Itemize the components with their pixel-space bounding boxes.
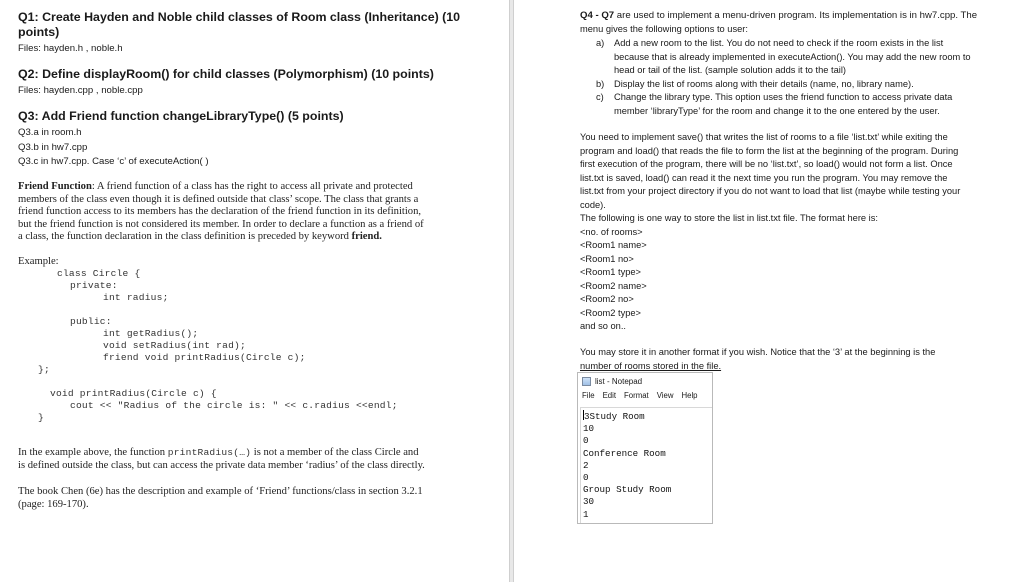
friend-paragraph-line-4: but the friend function is not considered its member. In order to declare a function as a friend of <box>18 218 424 230</box>
notepad-line: 2 <box>583 459 589 471</box>
q3-item-a: Q3.a in room.h <box>18 127 82 138</box>
format-line-no-of-rooms: <no. of rooms> <box>580 226 643 237</box>
option-a-line-2: because that is already implemented in executeAction(). You may add the new room to <box>614 51 971 62</box>
notepad-icon <box>582 377 591 386</box>
notepad-line: Group Study Room <box>583 484 672 496</box>
q3-heading: Q3: Add Friend function changeLibraryType() (5 points) <box>18 109 344 123</box>
friend-paragraph-line-2: members of the class even though it is defined outside that class’ scope. The class that grants a <box>18 193 419 205</box>
store-format-line-2: number of rooms stored in the file. <box>580 360 722 371</box>
code-line-7: friend void printRadius(Circle c); <box>103 352 306 363</box>
notepad-title-bar <box>578 373 712 389</box>
format-line-room1-type: <Room1 type> <box>580 267 641 277</box>
notepad-menu-format[interactable]: Format <box>624 391 649 400</box>
notepad-line: 3Study Room <box>584 411 645 422</box>
q3-item-b: Q3.b in hw7.cpp <box>18 142 88 153</box>
format-line-room2-no: <Room2 no> <box>580 294 634 304</box>
example-explanation-line-1: In the example above, the function printRadius(…) is not a member of the class Circle and <box>18 447 419 458</box>
notepad-line: 0 <box>583 472 589 484</box>
book-reference-line-1: The book Chen (6e) has the description and example of ‘Friend’ functions/class in section 3.2.1 <box>18 486 423 497</box>
code-line-5: int getRadius(); <box>103 328 199 339</box>
option-b-line-1: Display the list of rooms along with their details (name, no, library name). <box>614 78 914 89</box>
q1-files: Files: hayden.h , noble.h <box>18 43 123 54</box>
option-b-letter: b) <box>596 78 605 89</box>
code-line-1: class Circle { <box>57 268 141 279</box>
code-line-4: public: <box>70 316 112 327</box>
q1-heading: Q1: Create Hayden and Noble child classes of Room class (Inheritance) (10 <box>18 10 461 24</box>
save-paragraph-line-5: list.txt from your project directory if you do not want to load that list (maybe while testing your <box>580 186 961 196</box>
option-c-line-2: member ‘libraryType’ for the room and change it to the one entered by the user. <box>614 105 940 116</box>
q4-intro-line-1: Q4 - Q7 are used to implement a menu-driven program. Its implementation is in hw7.cpp. The <box>580 10 978 21</box>
right-document-page <box>514 0 1024 582</box>
q3-item-c: Q3.c in hw7.cpp. Case ‘c’ of executeAction( ) <box>18 156 209 167</box>
code-line-2: private: <box>70 280 118 291</box>
q4-q7-label: Q4 - Q7 <box>580 10 615 21</box>
notepad-line: Conference Room <box>583 447 666 459</box>
save-paragraph-line-1: You need to implement save() that writes the list of rooms to a file ‘list.txt’ while exiting the <box>580 132 948 142</box>
inline-code-printradius: printRadius(…) <box>167 447 252 458</box>
notepad-screenshot <box>577 372 713 524</box>
left-document-page <box>0 0 509 582</box>
notepad-menu-bar <box>578 391 712 405</box>
code-line-6: void setRadius(int rad); <box>103 340 246 351</box>
format-line-room1-no: <Room1 no> <box>580 253 634 264</box>
save-paragraph-line-2: program and load() that reads the file to form the list at the beginning of the program. During <box>580 145 959 156</box>
friend-paragraph-line-3: friend function access to its members has the declaration of the friend function in its definition, <box>18 206 422 217</box>
option-a-line-1: Add a new room to the list. You do not need to check if the room exists in the list <box>614 38 944 48</box>
format-line-room1-name: <Room1 name> <box>580 240 647 250</box>
friend-function-term: Friend Function <box>18 181 92 192</box>
notepad-line: 30 <box>583 496 595 508</box>
code-line-3: int radius; <box>103 292 169 303</box>
book-reference-line-2: (page: 169-170). <box>18 498 89 510</box>
code-line-9: void printRadius(Circle c) { <box>50 388 217 399</box>
friend-keyword: friend. <box>351 231 382 242</box>
notepad-menu-edit[interactable]: Edit <box>602 391 617 400</box>
friend-paragraph-line-5: a class, the function declaration in the class definition is preceded by keyword friend. <box>18 231 382 242</box>
store-format-line-1: You may store it in another format if you wish. Notice that the ‘3’ at the beginning is the <box>580 347 936 357</box>
code-line-11: } <box>38 412 44 423</box>
format-line-and-so-on: and so on.. <box>580 321 627 331</box>
notepad-line: 1 <box>583 508 589 520</box>
option-a-line-3: head or tail of the list. (sample solution adds it to the tail) <box>614 65 847 75</box>
q2-files: Files: hayden.cpp , noble.cpp <box>18 85 143 96</box>
notepad-line: 0 <box>583 435 589 447</box>
notepad-menu-view[interactable]: View <box>656 391 674 400</box>
q1-heading-continued: points) <box>18 25 60 39</box>
q2-heading: Q2: Define displayRoom() for child classes (Polymorphism) (10 points) <box>18 67 434 81</box>
save-paragraph-line-3: first execution of the program, there will be no ‘list.txt’, so load() would not form a list. Once <box>580 159 953 169</box>
notepad-text-area[interactable] <box>580 407 712 523</box>
friend-paragraph-line-1: Friend Function: A friend function of a class has the right to access all private and protected <box>18 181 413 192</box>
format-line-room2-type: <Room2 type> <box>580 307 641 318</box>
notepad-title: list - Notepad <box>595 376 643 386</box>
save-paragraph-line-6: code). <box>580 199 606 210</box>
example-explanation-line-2: is defined outside the class, but can access the private data member ‘radius’ of the class directly. <box>18 459 425 471</box>
format-intro-line: The following is one way to store the list in list.txt file. The format here is: <box>580 213 878 223</box>
notepad-menu-help[interactable]: Help <box>681 391 698 400</box>
example-label: Example: <box>18 256 59 267</box>
notepad-line: 10 <box>583 423 595 435</box>
code-line-8: }; <box>38 364 50 375</box>
option-a-letter: a) <box>596 38 605 48</box>
save-paragraph-line-4: list.txt is saved, load() can read it the next time you run the program. You may remove the <box>580 172 948 183</box>
format-line-room2-name: <Room2 name> <box>580 280 647 291</box>
option-c-line-1: Change the library type. This option uses the friend function to access private data <box>614 92 953 102</box>
q4-intro-line-2: menu gives the following options to user: <box>580 24 748 34</box>
code-line-10: cout << "Radius of the circle is: " << c.radius <<endl; <box>70 400 398 411</box>
notepad-menu-file[interactable]: File <box>582 391 595 400</box>
option-c-letter: c) <box>596 92 604 102</box>
